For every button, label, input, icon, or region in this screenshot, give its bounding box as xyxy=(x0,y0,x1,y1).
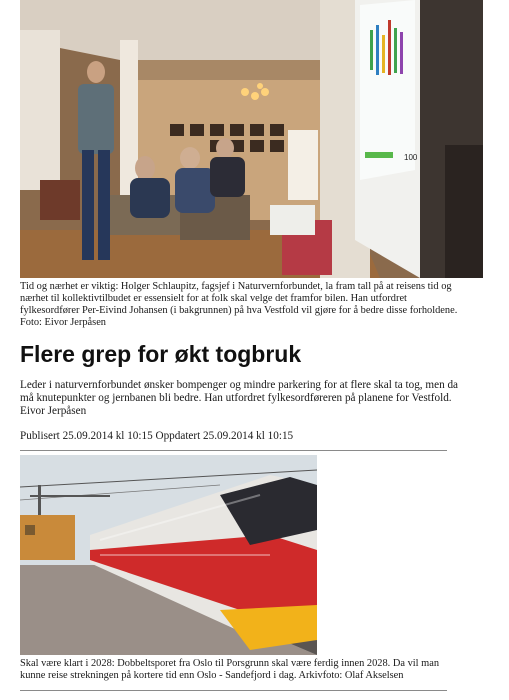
divider xyxy=(20,450,447,451)
divider-bottom xyxy=(20,690,447,691)
photo-caption: Tid og nærhet er viktig: Holger Schlaupitz, fagsjef i Naturvernforbundet, la fram tall på at reisens tid og nærhet til kollektivtilbudet er essensielt for at folk skal velge det framfor bilen. Han utfordret fylkesordfører Per-Eivind Johansen (i bakgrunnen) på hva Vestfold vil gjøre for å bedre disse forholdene. Foto: Eivor Jerpåsen xyxy=(20,281,458,328)
photo-caption-2: Skal være klart i 2028: Dobbeltsporet fra Oslo til Porsgrunn skal være ferdig innen 2028. Da vil man kunne reise strekningen på kortere tid enn Oslo - Sandefjord i dag. Arkivfoto: Olaf Akselsen xyxy=(20,658,440,681)
publish-date: Publisert 25.09.2014 kl 10:15 Oppdatert 25.09.2014 kl 10:15 xyxy=(20,430,294,442)
meeting-photo xyxy=(20,0,483,278)
article-lead: Leder i naturvernforbundet ønsker bompenger og mindre parkering for at flere skal ta tog, men da må knutepunkter og jernbanen bli bedre. Han utfordret fylkesordføreren på planene for Vestfold. Eivor Jerpåsen xyxy=(20,379,459,417)
article-headline: Flere grep for økt togbruk xyxy=(20,341,302,367)
train-photo xyxy=(20,455,317,655)
slide-number: 100 xyxy=(404,153,418,162)
